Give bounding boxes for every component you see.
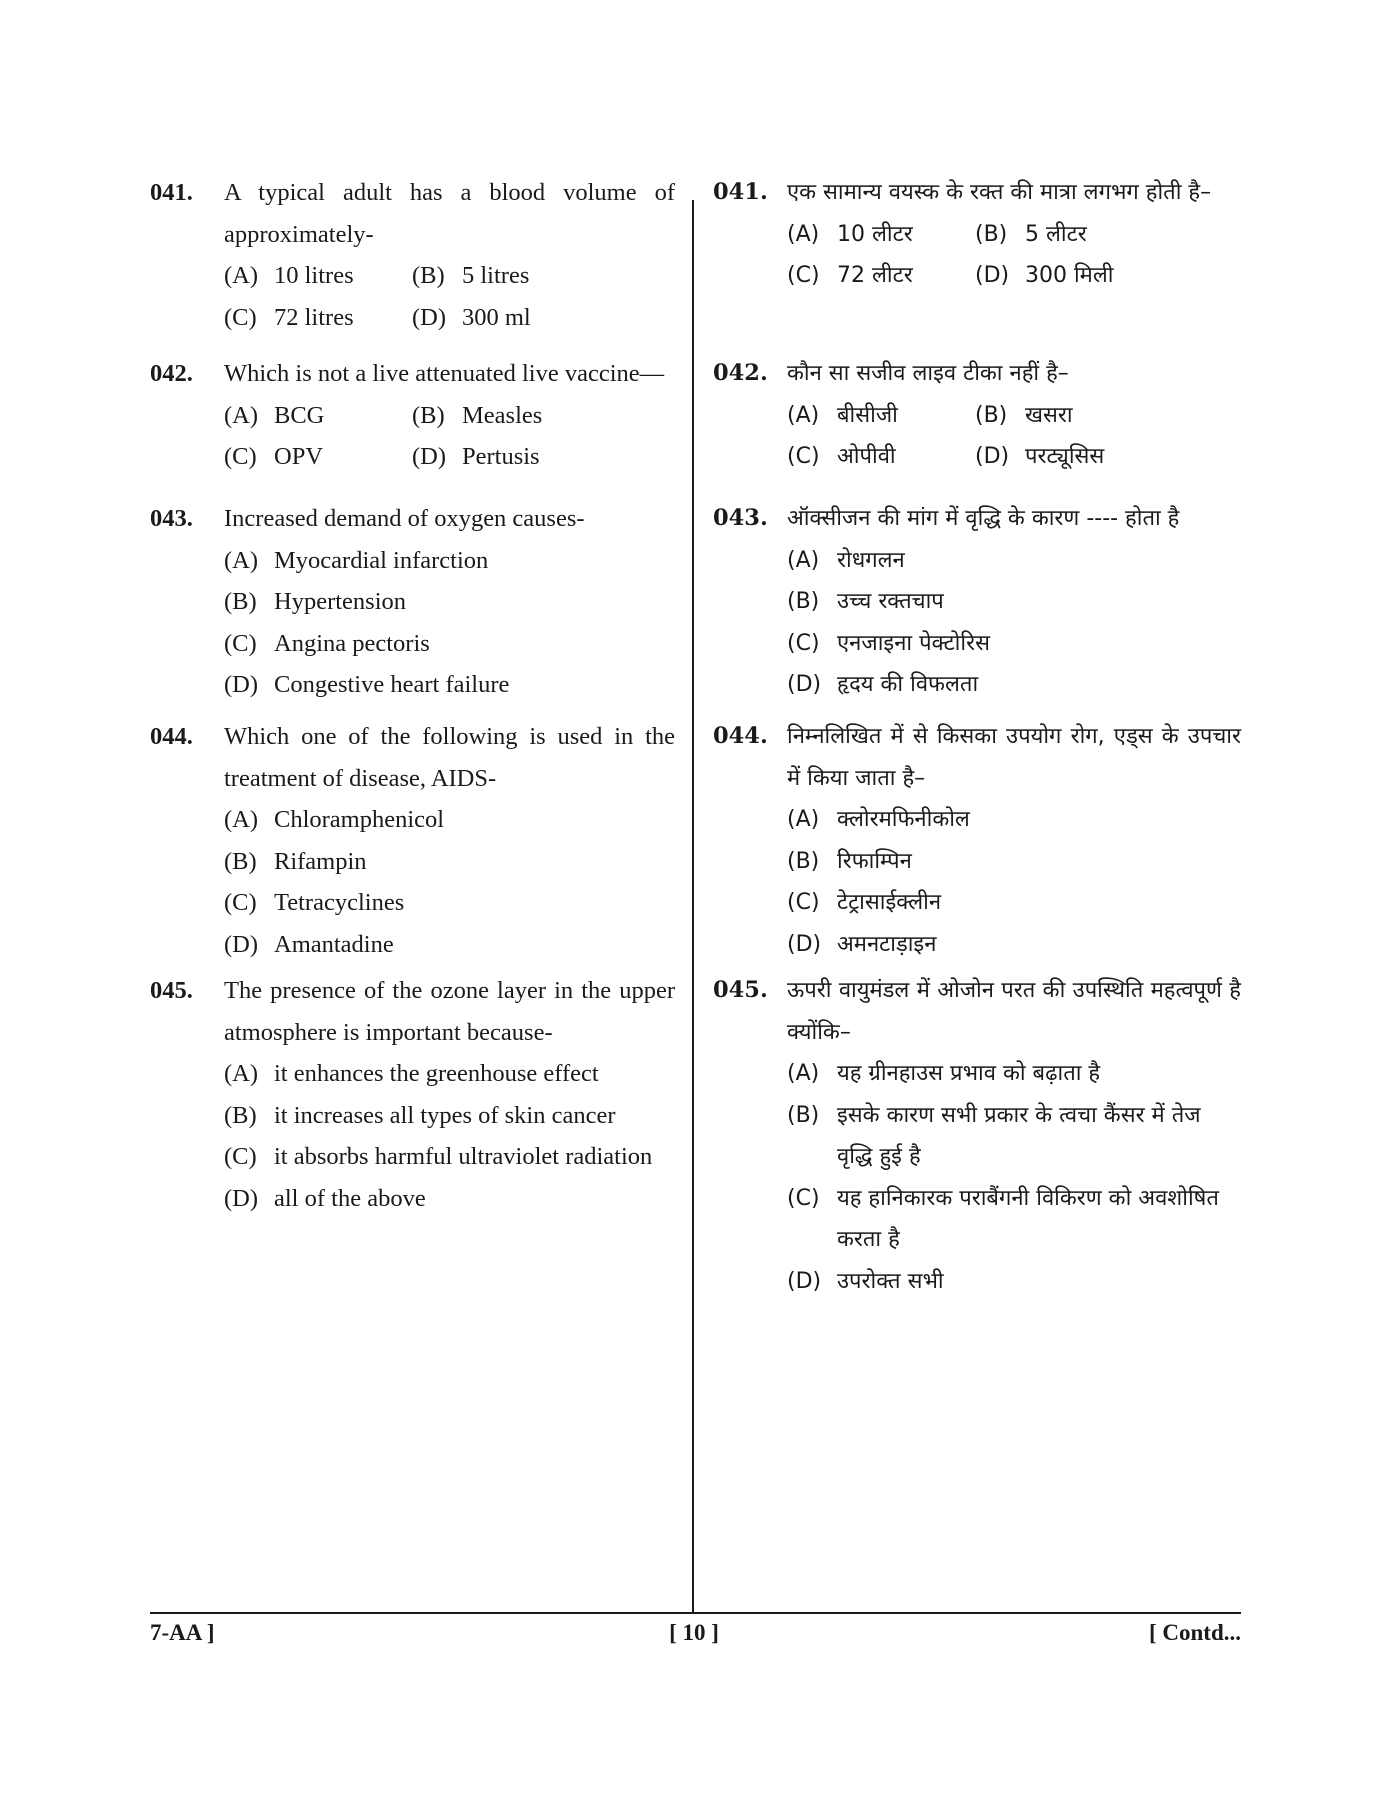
question-stem: A typical adult has a blood volume of approximately-	[224, 179, 675, 248]
option-text: हृदय की विफलता	[837, 672, 979, 697]
question-body	[224, 353, 675, 478]
option-d	[787, 1261, 1241, 1303]
option-label: (B)	[787, 1102, 820, 1128]
options	[787, 799, 1241, 965]
option-label: (C)	[224, 443, 257, 470]
option-text: 10 litres	[274, 262, 354, 289]
question-1	[150, 172, 675, 338]
page-number: [ 10 ]	[669, 1620, 719, 1645]
option-b	[224, 1095, 675, 1137]
options	[224, 255, 675, 338]
option-label: (D)	[787, 931, 822, 957]
option-c	[224, 297, 412, 339]
options	[224, 799, 675, 965]
option-text: उपरोक्त सभी	[837, 1268, 944, 1294]
option-d	[787, 924, 1241, 966]
option-text: रिफाम्पिन	[837, 848, 912, 874]
option-text: OPV	[274, 443, 324, 470]
option-a	[224, 540, 675, 582]
question-stem: Which one of the following is used in the treatment of disease, AIDS-	[224, 723, 675, 792]
option-text: रोधगलन	[837, 547, 905, 573]
option-d	[224, 1178, 675, 1220]
question-stem: Increased demand of oxygen causes-	[224, 505, 585, 532]
option-text: Rifampin	[274, 847, 367, 875]
option-d	[975, 436, 1241, 478]
question-body	[787, 353, 1241, 478]
option-label: (C)	[787, 444, 820, 469]
option-label: (C)	[224, 889, 257, 916]
options	[224, 1053, 675, 1219]
option-text: it absorbs harmful ultraviolet radiation	[274, 1143, 653, 1170]
options	[224, 395, 675, 478]
option-c	[787, 436, 975, 478]
option-label: (C)	[787, 263, 820, 288]
option-c	[787, 1178, 1241, 1261]
option-text: 5 लीटर	[1025, 221, 1087, 247]
option-label: (D)	[412, 443, 447, 470]
continued-label: [ Contd...	[1148, 1620, 1241, 1645]
options	[787, 395, 1241, 478]
option-text: 5 litres	[462, 262, 530, 289]
option-label: (D)	[787, 672, 822, 697]
option-text: यह ग्रीनहाउस प्रभाव को बढ़ाता है	[837, 1061, 1101, 1086]
option-label: (C)	[787, 630, 820, 656]
option-text: 72 litres	[274, 303, 354, 331]
question-body	[787, 970, 1241, 1302]
option-label: (C)	[224, 1143, 257, 1170]
question-body	[224, 970, 675, 1219]
option-label: (B)	[975, 402, 1008, 428]
option-text: all of the above	[274, 1184, 426, 1212]
option-label: (A)	[224, 806, 259, 833]
option-label: (D)	[224, 1184, 259, 1212]
option-a	[787, 799, 1241, 841]
option-a	[224, 395, 412, 437]
option-b	[412, 255, 675, 297]
option-d	[787, 664, 1241, 706]
question-number: 044.	[150, 723, 193, 750]
option-a	[787, 1053, 1241, 1095]
option-label: (A)	[224, 262, 259, 289]
option-text: क्लोरमफिनीकोल	[837, 807, 970, 832]
question-2	[713, 353, 1241, 478]
question-5	[713, 970, 1241, 1302]
question-body	[224, 498, 675, 706]
option-d	[224, 924, 675, 966]
question-number: 043.	[713, 505, 768, 531]
question-body	[224, 172, 675, 338]
option-c	[224, 623, 675, 665]
option-c	[224, 436, 412, 478]
option-label: (A)	[787, 1061, 820, 1086]
option-b	[412, 395, 675, 437]
option-text: परट्यूसिस	[1025, 444, 1105, 469]
option-label: (A)	[224, 546, 259, 574]
option-b	[787, 1095, 1241, 1178]
question-stem: निम्नलिखित में से किसका उपयोग रोग, एड्स के उपचार में किया जाता है–	[787, 724, 1241, 791]
question-body	[787, 172, 1241, 297]
option-text: Myocardial infarction	[274, 546, 489, 574]
footer-rule	[150, 1612, 1241, 1614]
option-text: बीसीजी	[837, 402, 898, 428]
option-d	[412, 297, 675, 339]
option-a	[224, 1053, 675, 1095]
booklet-code: 7-AA ]	[150, 1620, 215, 1645]
option-text: उच्च रक्तचाप	[837, 589, 944, 614]
option-text: Chloramphenicol	[274, 806, 445, 833]
question-stem: ऑक्सीजन की मांग में वृद्धि के कारण ---- होता है	[787, 506, 1180, 531]
option-label: (A)	[787, 547, 820, 573]
question-5	[150, 970, 675, 1219]
question-number: 042.	[150, 360, 193, 387]
question-stem: एक सामान्य वयस्क के रक्त की मात्रा लगभग होती है–	[787, 180, 1212, 205]
option-label: (A)	[787, 402, 820, 428]
option-text: Pertusis	[462, 443, 540, 470]
option-label: (B)	[975, 221, 1008, 247]
option-c	[787, 882, 1241, 924]
column-divider	[692, 200, 694, 1612]
question-body	[787, 716, 1241, 965]
question-number: 045.	[713, 977, 768, 1003]
option-d	[975, 255, 1241, 297]
question-stem: The presence of the ozone layer in the upper atmosphere is important because-	[224, 977, 675, 1046]
option-text: अमनटाड़ाइन	[837, 931, 937, 957]
option-text: Measles	[462, 401, 543, 429]
option-b	[975, 214, 1241, 256]
option-label: (B)	[412, 262, 445, 289]
option-text: it increases all types of skin cancer	[274, 1101, 616, 1129]
question-body	[224, 716, 675, 965]
question-1	[713, 172, 1241, 297]
option-c	[224, 1136, 675, 1178]
option-label: (D)	[412, 303, 447, 331]
question-stem: Which is not a live attenuated live vaccine—	[224, 360, 665, 387]
question-number: 044.	[713, 723, 768, 749]
option-text: Angina pectoris	[274, 629, 430, 657]
option-label: (B)	[787, 589, 820, 614]
option-text: Congestive heart failure	[274, 671, 510, 698]
options	[787, 540, 1241, 706]
option-label: (D)	[787, 1268, 822, 1294]
option-label: (B)	[224, 1101, 257, 1129]
option-label: (C)	[787, 1185, 820, 1211]
option-label: (D)	[975, 444, 1010, 469]
option-a	[787, 395, 975, 437]
option-text: टेट्रासाईक्लीन	[837, 890, 942, 915]
option-b	[787, 841, 1241, 883]
option-label: (B)	[224, 847, 257, 875]
option-label: (B)	[224, 588, 257, 615]
option-text: खसरा	[1025, 402, 1073, 428]
option-text: ओपीवी	[837, 444, 896, 469]
option-label: (C)	[787, 890, 820, 915]
option-label: (D)	[224, 671, 259, 698]
option-text: इसके कारण सभी प्रकार के त्वचा कैंसर में तेज वृद्धि हुई है	[837, 1102, 1201, 1169]
option-label: (A)	[224, 1060, 259, 1087]
option-text: 300 मिली	[1025, 263, 1114, 288]
option-label: (C)	[224, 303, 257, 331]
option-c	[787, 623, 1241, 665]
question-number: 045.	[150, 977, 193, 1004]
option-label: (A)	[787, 807, 820, 832]
option-b	[224, 581, 675, 623]
question-4	[150, 716, 675, 965]
option-c	[787, 255, 975, 297]
options	[787, 1053, 1241, 1302]
option-label: (D)	[224, 930, 259, 958]
option-d	[412, 436, 675, 478]
option-label: (C)	[224, 629, 257, 657]
option-text: 10 लीटर	[837, 221, 913, 247]
question-3	[713, 498, 1241, 706]
option-c	[224, 882, 675, 924]
option-a	[224, 799, 675, 841]
option-text: 72 लीटर	[837, 263, 913, 288]
option-text: it enhances the greenhouse effect	[274, 1060, 599, 1087]
question-stem: ऊपरी वायुमंडल में ओजोन परत की उपस्थिति महत्वपूर्ण है क्योंकि–	[787, 978, 1241, 1045]
option-a	[787, 214, 975, 256]
option-text: Tetracyclines	[274, 889, 405, 916]
question-body	[787, 498, 1241, 706]
option-a	[224, 255, 412, 297]
option-label: (B)	[787, 848, 820, 874]
option-text: यह हानिकारक पराबैंगनी विकिरण को अवशोषित करता है	[837, 1185, 1219, 1252]
question-3	[150, 498, 675, 706]
question-2	[150, 353, 675, 478]
options	[224, 540, 675, 706]
question-number: 041.	[150, 179, 193, 206]
option-b	[787, 581, 1241, 623]
option-label: (D)	[975, 263, 1010, 288]
question-number: 042.	[713, 360, 768, 386]
option-text: 300 ml	[462, 303, 531, 331]
option-a	[787, 540, 1241, 582]
option-text: Hypertension	[274, 588, 406, 615]
option-d	[224, 664, 675, 706]
question-4	[713, 716, 1241, 965]
option-text: Amantadine	[274, 930, 394, 958]
option-b	[975, 395, 1241, 437]
option-b	[224, 841, 675, 883]
option-text: एनजाइना पेक्टोरिस	[837, 630, 990, 656]
option-text: BCG	[274, 401, 325, 429]
options	[787, 214, 1241, 297]
question-number: 043.	[150, 505, 193, 532]
option-label: (A)	[224, 401, 259, 429]
option-label: (A)	[787, 221, 820, 247]
question-number: 041.	[713, 179, 768, 205]
question-stem: कौन सा सजीव लाइव टीका नहीं है–	[787, 361, 1069, 386]
option-label: (B)	[412, 401, 445, 429]
